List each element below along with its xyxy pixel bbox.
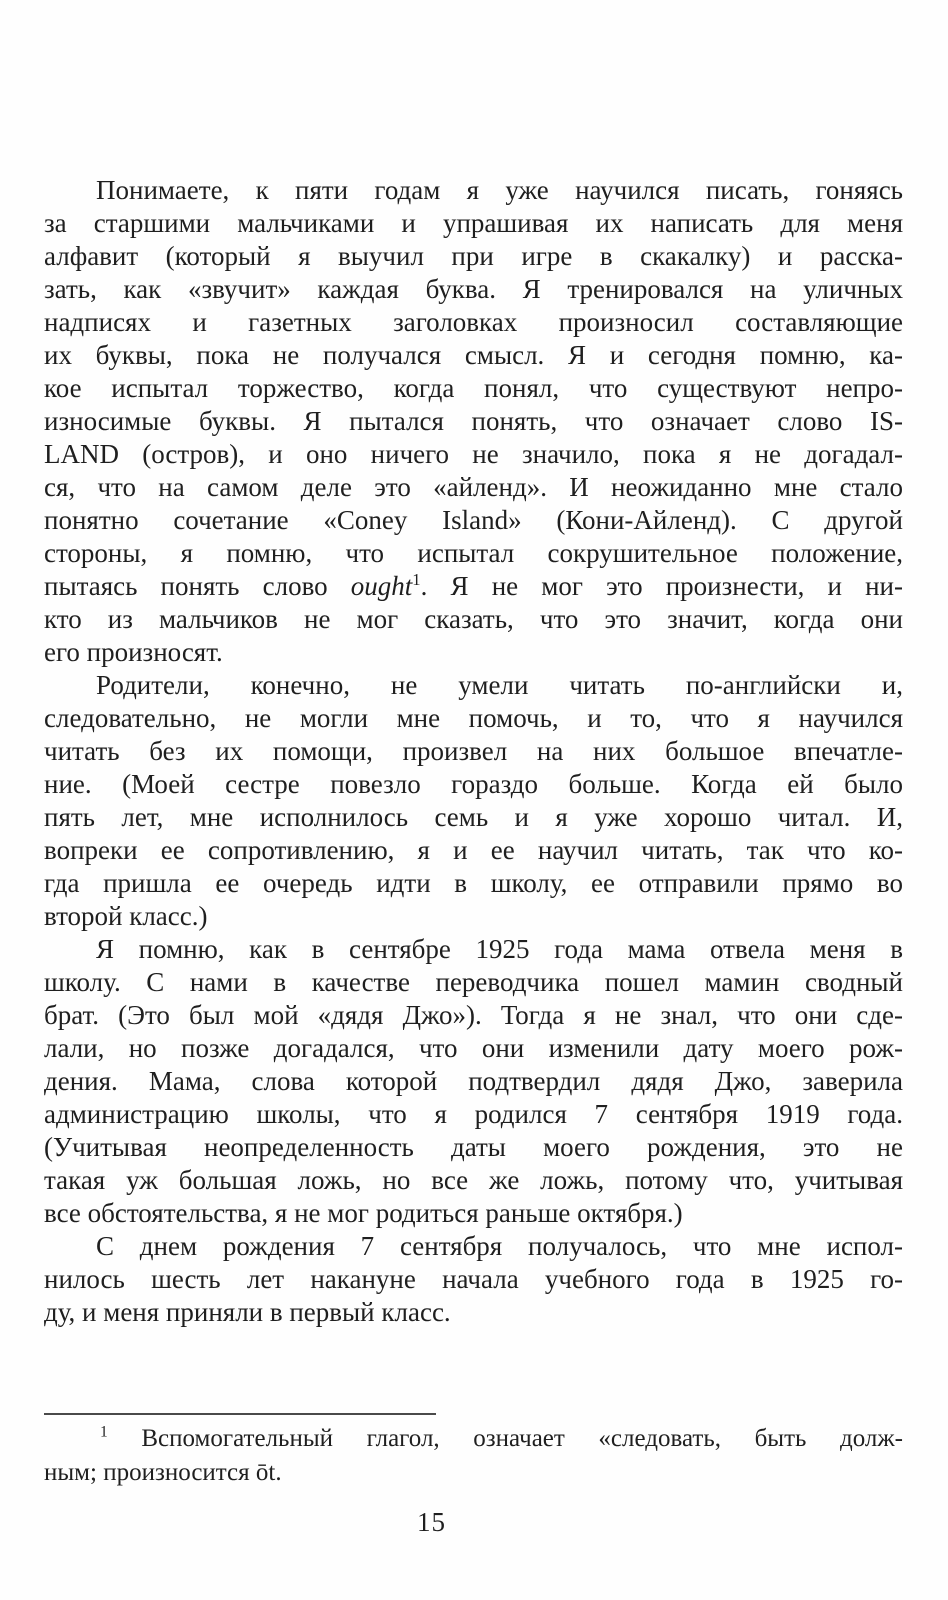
text-line: Понимаете, к пяти годам я уже научился писать, гоняясь: [96, 175, 903, 205]
text-line: за старшими мальчиками и упрашивая их написать для меня: [44, 208, 903, 238]
text-line: кое испытал торжество, когда понял, что существуют непро-: [44, 373, 903, 403]
text-line: все обстоятельства, я не мог родиться раньше октября.): [44, 1198, 683, 1228]
page-number: 15: [417, 1507, 446, 1537]
text-line: лали, но позже догадался, что они изменили дату моего рож-: [44, 1033, 903, 1063]
text-line: читать без их помощи, произвел на них большое впечатле-: [44, 736, 903, 766]
text-line: вопреки ее сопротивлению, я и ее научил читать, так что ко-: [44, 835, 903, 865]
text-line: ние. (Моей сестре повезло гораздо больше. Когда ей было: [44, 769, 903, 799]
text-line: понятно сочетание «Coney Island» (Кони-Айленд). С другой: [44, 505, 903, 535]
text-line: брат. (Это был мой «дядя Джо»). Тогда я не знал, что они сде-: [44, 1000, 903, 1030]
text-line: зать, как «звучит» каждая буква. Я тренировался на уличных: [44, 274, 903, 304]
text-line: следовательно, не могли мне помочь, и то, что я научился: [44, 703, 903, 733]
text-line: стороны, я помню, что испытал сокрушительное положение,: [44, 538, 903, 568]
text-line: нилось шесть лет накануне начала учебного года в 1925 го-: [44, 1264, 903, 1294]
footnote-separator: [44, 1413, 436, 1415]
text-line: его произносят.: [44, 637, 223, 667]
text-line: кто из мальчиков не мог сказать, что это значит, когда они: [44, 604, 903, 634]
text-line: администрацию школы, что я родился 7 сентября 1919 года.: [44, 1099, 903, 1129]
text-line: дения. Мама, слова которой подтвердил дядя Джо, заверила: [44, 1066, 903, 1096]
text-line: ным; произносится ōt.: [44, 1459, 282, 1486]
text-line: алфавит (который я выучил при игре в скакалку) и расска-: [44, 241, 903, 271]
text-line: LAND (остров), и оно ничего не значило, пока я не догадал-: [44, 439, 903, 469]
text-line: пытаясь понять слово ought$^1$. Я не мог это произнести, и ни-: [44, 570, 903, 601]
text-line: их буквы, пока не получался смысл. Я и сегодня помню, ка-: [44, 340, 903, 370]
text-line: надписях и газетных заголовках произносил составляющие: [44, 307, 903, 337]
text-line: износимые буквы. Я пытался понять, что означает слово IS-: [44, 406, 903, 436]
text-line: Родители, конечно, не умели читать по-английски и,: [96, 670, 903, 700]
text-line: пять лет, мне исполнилось семь и я уже хорошо читал. И,: [44, 802, 903, 832]
text-line: гда пришла ее очередь идти в школу, ее отправили прямо во: [44, 868, 903, 898]
text-line: ду, и меня приняли в первый класс.: [44, 1297, 451, 1327]
text-line: такая уж большая ложь, но все же ложь, потому что, учитывая: [44, 1165, 903, 1195]
body-text: [44, 174, 903, 1329]
text-line: ся, что на самом деле это «айленд». И неожиданно мне стало: [44, 472, 903, 502]
text-line: $^1$ Вспомогательный глагол, означает «следовать, быть долж-: [100, 1423, 903, 1452]
text-line: (Учитывая неопределенность даты моего рождения, это не: [44, 1132, 903, 1162]
text-line: школу. С нами в качестве переводчика пошел мамин сводный: [44, 967, 903, 997]
text-line: второй класс.): [44, 901, 208, 931]
text-line: Я помню, как в сентябре 1925 года мама отвела меня в: [96, 934, 903, 964]
text-line: С днем рождения 7 сентября получалось, что мне испол-: [96, 1231, 903, 1261]
footnote: [44, 1422, 903, 1490]
